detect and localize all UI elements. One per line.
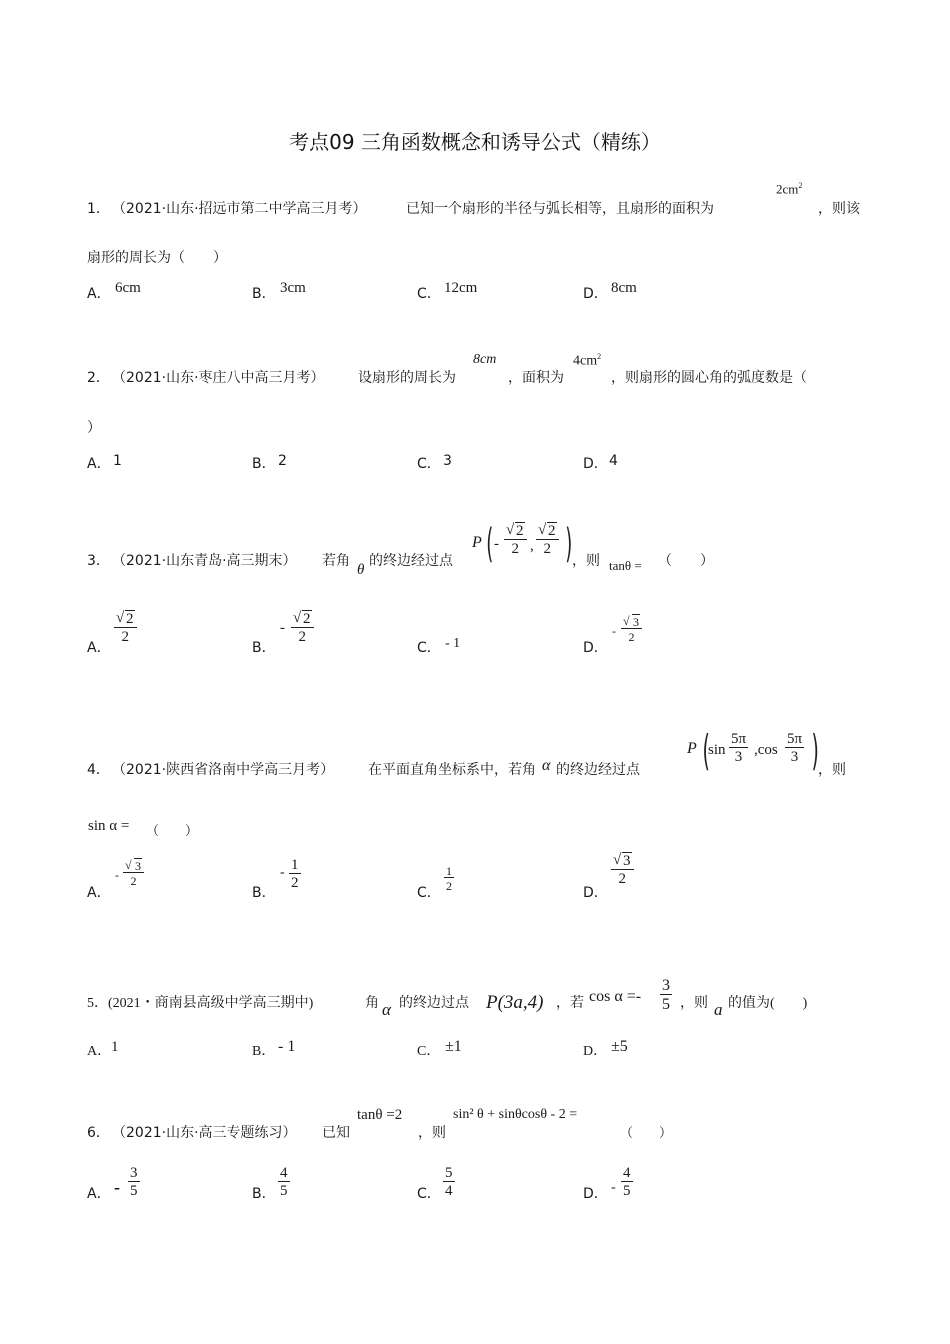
sin-label: sin (708, 742, 726, 758)
answer-blank: （ ） (620, 1125, 673, 1140)
question-text: 的值为( ) (728, 996, 808, 1011)
point-y-fraction: √ $\frac{2}{2}$ (536, 524, 559, 557)
question-source: （2021·山东·枣庄八中高三月考） (112, 370, 325, 386)
option-b-letter: B． (252, 1186, 276, 1202)
question-text: ，则该 (818, 201, 860, 217)
option-b-letter: B． (252, 286, 276, 302)
option-a[interactable]: 6cm (115, 280, 141, 296)
a-variable: a (714, 1000, 723, 1019)
question-text: 在平面直角坐标系中，若角 (368, 762, 536, 778)
alpha-symbol: α (542, 757, 551, 774)
option-a[interactable]: 1 (111, 1039, 119, 1055)
option-a[interactable]: √ $\frac{2}{2}$ (114, 612, 137, 645)
question-number: 1． (87, 201, 110, 217)
question-text: ，则 (680, 996, 708, 1011)
question-text: ，则 (418, 1125, 446, 1141)
option-a-sign: - (114, 1177, 120, 1197)
option-a-letter: A． (87, 885, 111, 901)
cos-argument-fraction: $\frac{5\pi}{3}$ (787, 731, 803, 765)
question-source: （2021·山东青岛·高三期末） (112, 553, 297, 569)
point-label: P (472, 534, 482, 551)
option-c-letter: C． (417, 885, 441, 901)
left-paren: ( (702, 726, 710, 775)
option-c-letter: C． (417, 456, 441, 472)
option-c-letter: C． (417, 640, 441, 656)
minus-sign: - (494, 536, 499, 552)
question-text: ，则 (818, 762, 846, 778)
option-c[interactable]: - 1 (445, 636, 461, 651)
option-d-letter: D． (583, 1044, 608, 1059)
answer-blank: （ ） (658, 553, 714, 569)
point-value: P(3a,4) (486, 992, 544, 1013)
option-b-sign: - (280, 620, 285, 636)
right-paren: ) (811, 726, 819, 775)
option-c[interactable]: 12cm (444, 280, 478, 296)
question-text: ） (87, 420, 101, 436)
cos-label: ,cos (754, 742, 778, 758)
question-text: 已知一个扇形的半径与弧长相等，且扇形的面积为 (406, 201, 714, 217)
right-paren: ) (565, 521, 573, 567)
option-c-letter: C． (417, 1044, 441, 1059)
option-c[interactable]: $\frac{1}{2}$ (446, 864, 452, 893)
option-a[interactable]: $\frac{3}{5}$ (130, 1165, 138, 1199)
option-d-letter: D． (583, 640, 608, 656)
point-x-fraction: √ $\frac{2}{2}$ (504, 524, 527, 557)
tan-expression: tanθ = (609, 558, 642, 573)
option-a-letter: A． (87, 640, 111, 656)
option-c[interactable]: 3 (443, 453, 452, 469)
option-a-letter: A． (87, 1044, 112, 1059)
option-b[interactable]: $\frac{4}{5}$ (280, 1165, 288, 1199)
perimeter-value: 8cm (473, 352, 497, 367)
comma: , (530, 538, 534, 554)
question-number: 3． (87, 553, 110, 569)
answer-blank: （ ） (146, 823, 199, 838)
sin-argument-fraction: $\frac{5\pi}{3}$ (731, 731, 747, 765)
option-d[interactable]: √ $\frac{3}{2}$ (621, 616, 642, 643)
question-text: 的终边经过点 (556, 762, 640, 778)
option-b-letter: B． (252, 885, 276, 901)
alpha-symbol: α (382, 1000, 391, 1019)
option-a-letter: A． (87, 286, 111, 302)
option-a[interactable]: √ $\frac{3}{2}$ (123, 860, 144, 887)
option-b[interactable]: - 1 (278, 1038, 296, 1055)
option-a[interactable]: 1 (113, 453, 122, 469)
question-text: 设扇形的周长为 (358, 370, 456, 386)
option-c-letter: C． (417, 1186, 441, 1202)
question-number: 5． (87, 996, 108, 1011)
question-text: 扇形的周长为（ ） (87, 250, 227, 266)
question-text: 的终边经过点 (369, 553, 453, 569)
option-b[interactable]: 2 (278, 453, 287, 469)
theta-symbol: θ (357, 562, 365, 578)
option-d-sign: - (612, 624, 616, 638)
option-b-letter: B． (252, 640, 276, 656)
option-b[interactable]: 3cm (280, 280, 306, 296)
option-d[interactable]: 8cm (611, 280, 637, 296)
option-d-letter: D． (583, 456, 608, 472)
question-text: 角 (365, 996, 379, 1011)
option-a-letter: A． (87, 1186, 111, 1202)
question-number: 6． (87, 1125, 110, 1141)
question-text: 已知 (322, 1125, 350, 1141)
cos-value-fraction: $\frac{3}{5}$ (662, 977, 670, 1013)
option-d-letter: D． (583, 286, 608, 302)
question-source: (2021・商南县高级中学高三期中) (108, 996, 314, 1011)
question-source: （2021·山东·招远市第二中学高三月考） (112, 201, 367, 217)
option-d-sign: - (611, 1180, 616, 1195)
question-number: 4． (87, 762, 110, 778)
question-text: 若角 (322, 553, 350, 569)
option-d[interactable]: $\frac{4}{5}$ (623, 1165, 631, 1199)
question-text: 的终边过点 (399, 996, 469, 1011)
option-b[interactable]: √ $\frac{2}{2}$ (291, 612, 314, 645)
question-text: ，则扇形的圆心角的弧度数是（ (611, 370, 807, 386)
question-text: ，则 (572, 553, 600, 569)
question-text: ，面积为 (508, 370, 564, 386)
sin-expression: sin α = (88, 818, 130, 834)
expression: sin² θ + sinθcosθ - 2 = (453, 1107, 578, 1122)
area-value: $4cm^2$ (573, 352, 602, 369)
option-d-letter: D． (583, 1186, 608, 1202)
question-number: 2． (87, 370, 110, 386)
option-c[interactable]: ±1 (445, 1038, 462, 1055)
page-title: 考点09 三角函数概念和诱导公式（精练） (289, 130, 661, 154)
tan-expression: tanθ =2 (357, 1107, 403, 1123)
option-d[interactable]: ±5 (611, 1038, 628, 1055)
option-b-letter: B． (252, 456, 276, 472)
cos-expression: cos α =- (589, 988, 642, 1005)
option-a-letter: A． (87, 456, 111, 472)
option-b-letter: B． (252, 1044, 276, 1059)
option-c-letter: C． (417, 286, 441, 302)
left-paren: ( (486, 521, 494, 567)
option-b[interactable]: $\frac{1}{2}$ (291, 857, 299, 891)
question-text: ，若 (556, 996, 584, 1011)
point-label: P (687, 740, 697, 757)
option-b-sign: - (280, 865, 285, 880)
option-c[interactable]: $\frac{5}{4}$ (445, 1165, 453, 1199)
area-value: $2cm^2$ (776, 181, 803, 197)
option-d[interactable]: 4 (609, 453, 618, 469)
option-a-sign: - (115, 868, 119, 882)
question-source: （2021·陕西省洛南中学高三月考） (112, 762, 335, 778)
question-source: （2021·山东·高三专题练习） (112, 1125, 297, 1141)
option-d-letter: D． (583, 885, 608, 901)
option-d[interactable]: √ $\frac{3}{2}$ (611, 854, 634, 887)
